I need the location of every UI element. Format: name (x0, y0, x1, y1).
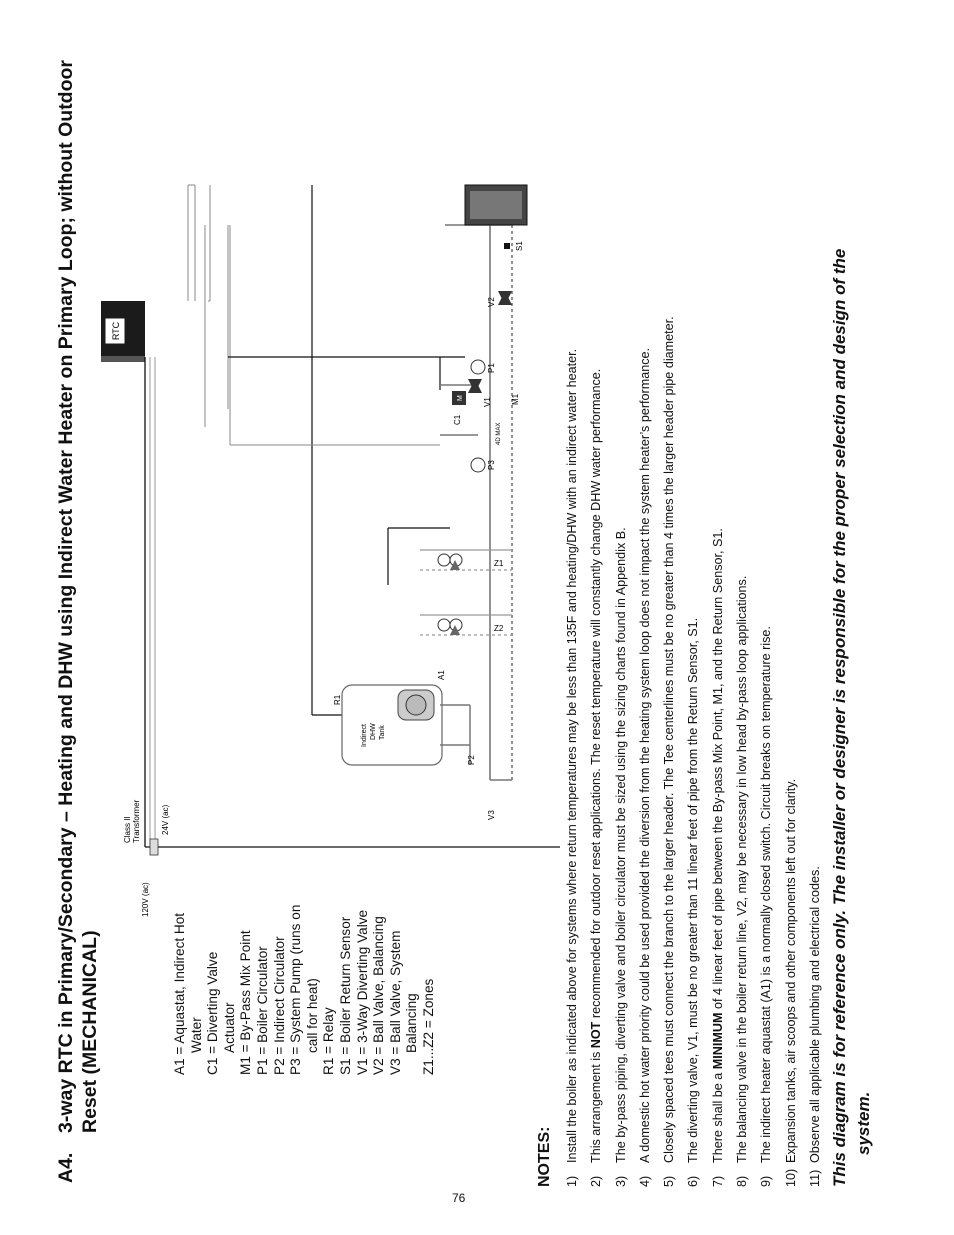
v3-label: V3 (487, 810, 496, 820)
return-sensor-s1 (504, 243, 510, 249)
zone-z1-label: Z1 (494, 559, 504, 568)
note-item: 6)The diverting valve, V1, must be no greater than 11 linear feet of pipe from the Return Sensor, S1. (686, 617, 701, 1187)
boiler-circulator-p1 (471, 360, 485, 374)
rtc-controller (101, 301, 145, 362)
legend-item: M1 = By-Pass Mix Point (238, 930, 254, 1075)
note-item: 9)The indirect heater aquastat (A1) is a normally closed switch. Circuit breaks on temperature rise. (759, 626, 774, 1187)
section-number: A4. (55, 1152, 77, 1183)
legend-item: V2 = Ball Valve, Balancing (371, 916, 387, 1075)
note-item: 10)Expansion tanks, air scoops and other components left out for clarity. (783, 778, 798, 1187)
legend-item: V1 = 3-Way Diverting Valve (354, 909, 370, 1075)
legend-item: P3 = System Pump (runs on call for heat) (288, 904, 320, 1075)
note-item: 1)Install the boiler as indicated above for systems where return temperatures may be less than 135F and heating/DHW with an indirect water heater. (565, 348, 579, 1187)
s1-label: S1 (515, 241, 524, 251)
legend-item: Z1...Z2 = Zones (420, 978, 436, 1075)
rtc-label: RTC (111, 321, 121, 341)
p1-label: P1 (487, 363, 496, 373)
tank-label-2: DHW (370, 723, 377, 740)
diverting-valve-v1 (452, 379, 482, 405)
legend-item: P2 = Indirect Circulator (271, 936, 287, 1075)
r1-label: R1 (333, 694, 342, 705)
legend-item: R1 = Relay (321, 1007, 337, 1075)
legend-item: A1 = Aquastat, Indirect Hot Water (172, 912, 204, 1075)
v2-label: V2 (487, 297, 496, 307)
max-label: 4D MAX (496, 422, 502, 445)
balancing-valve-v2 (498, 291, 512, 305)
note-item: 2)This arrangement is NOT recommended for outdoor reset applications. The reset temperature will constantly change DHW water performance. (589, 368, 604, 1187)
tank-label-1: Indirect (361, 724, 368, 747)
a1-label: A1 (437, 670, 446, 680)
section-title: 3-way RTC in Primary/Secondary – Heating and DHW using Indirect Water Heater on Primary Loop; without Outdoor Reset (MECHANICAL) (55, 59, 101, 1133)
legend-item: C1 = Diverting Valve Actuator (205, 951, 237, 1075)
notes-section (536, 27, 827, 1187)
zone-z2-label: Z2 (494, 624, 504, 633)
control-wiring (188, 185, 465, 715)
page-number: 76 (452, 1191, 466, 1205)
note-item: 8)The balancing valve in the boiler return line, V2, may be necessary in low head by-pass loop applications. (735, 575, 750, 1187)
notes-title: NOTES: (536, 1126, 553, 1187)
p2-label: P2 (467, 755, 476, 765)
reference-disclaimer: This diagram is for reference only. The installer or designer is responsible for the proper selection and design of the system. (830, 248, 873, 1187)
v1-label: V1 (483, 397, 492, 407)
m1-label: M1 (511, 393, 520, 405)
note-item: 7)There shall be a MINIMUM of 4 linear feet of pipe between the By-pass Mix Point, M1, and the Return Sensor, S1. (710, 528, 725, 1187)
note-item: 4)A domestic hot water priority could be used provided the diversion from the heating system loop does not impact the system heater’s performance. (637, 347, 652, 1187)
note-item: 5)Closely spaced tees must connect the branch to the larger header. The Tee centerlines must be no greater than 4 times the larger header pipe diameter. (662, 316, 677, 1187)
note-item: 3)The by-pass piping, diverting valve and boiler circulator must be sized using the sizing charts found in Appendix B. (613, 527, 628, 1187)
p3-label: P3 (487, 460, 496, 470)
transformer-label-2: Transformer (132, 799, 141, 843)
note-item: 11)Observe all applicable plumbing and electrical codes. (807, 866, 822, 1187)
primary-loop (440, 225, 512, 780)
transformer-label-1: Class II (123, 816, 132, 843)
voltage-24-label: 24V (ac) (161, 804, 170, 835)
legend-item: S1 = Boiler Return Sensor (337, 916, 353, 1075)
voltage-120-label: 120V (ac) (141, 882, 150, 917)
m-label: M (457, 395, 464, 401)
tank-label-3: Tank (379, 725, 386, 740)
c1-label: C1 (453, 414, 462, 425)
system-pump-p3 (471, 458, 485, 472)
legend-item: V3 = Ball Valve, System Balancing (387, 930, 420, 1075)
legend-item: P1 = Boiler Circulator (254, 946, 270, 1075)
boiler (465, 185, 527, 225)
